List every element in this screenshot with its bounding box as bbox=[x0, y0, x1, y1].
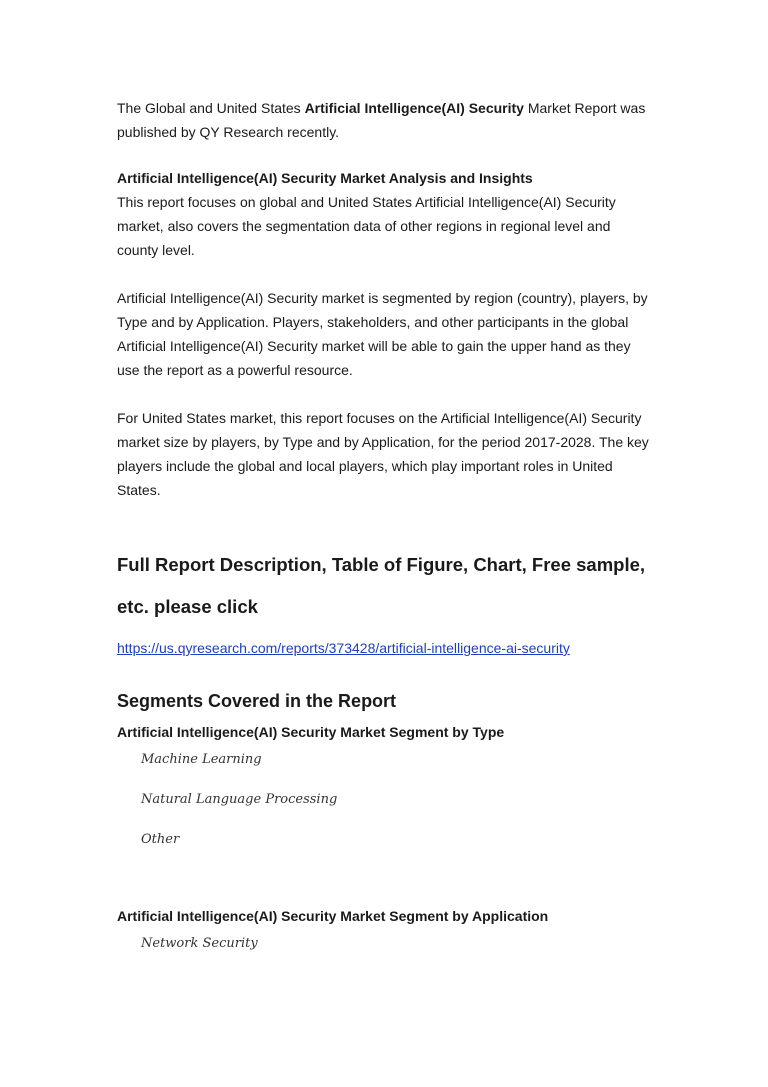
full-report-heading-line1: Full Report Description, Table of Figure, Chart, Free sample, bbox=[117, 554, 646, 575]
us-market-line: For United States market, this report focuses on the Artificial Intelligence(AI) Security bbox=[117, 410, 642, 426]
full-report-link[interactable]: https://us.qyresearch.com/reports/373428/artificial-intelligence-ai-security bbox=[117, 640, 570, 656]
segment-type-item: Natural Language Processing bbox=[141, 792, 338, 807]
segment-type-item: Machine Learning bbox=[141, 752, 262, 767]
intro-text-bold: Artificial Intelligence(AI) Security bbox=[304, 100, 524, 116]
segment-type-item: Other bbox=[141, 832, 180, 847]
document-page bbox=[117, 96, 657, 954]
analysis-line: county level. bbox=[117, 242, 195, 258]
intro-text-pre: The Global and United States bbox=[117, 100, 305, 116]
analysis-heading: Artificial Intelligence(AI) Security Market Analysis and Insights bbox=[117, 170, 533, 186]
intro-text-line2: published by QY Research recently. bbox=[117, 124, 340, 140]
us-market-paragraph bbox=[117, 406, 657, 502]
segment-by-application-heading: Artificial Intelligence(AI) Security Market Segment by Application bbox=[117, 908, 549, 924]
intro-text-post: Market Report was bbox=[523, 100, 646, 116]
us-market-line: States. bbox=[117, 482, 161, 498]
analysis-line: market, also covers the segmentation data of other regions in regional level and bbox=[117, 218, 611, 234]
segment-application-item: Network Security bbox=[141, 936, 258, 951]
us-market-line: market size by players, by Type and by Application, for the period 2017-2028. The key bbox=[117, 434, 649, 450]
segmentation-line: use the report as a powerful resource. bbox=[117, 362, 353, 378]
full-report-heading-line2: etc. please click bbox=[117, 596, 258, 617]
segmentation-line: Type and by Application. Players, stakeholders, and other participants in the global bbox=[117, 314, 629, 330]
analysis-paragraph bbox=[117, 190, 657, 262]
segmentation-line: Artificial Intelligence(AI) Security market will be able to gain the upper hand as they bbox=[117, 338, 631, 354]
segmentation-paragraph bbox=[117, 286, 657, 382]
us-market-line: players include the global and local players, which play important roles in United bbox=[117, 458, 613, 474]
intro-paragraph bbox=[117, 96, 657, 144]
segments-heading: Segments Covered in the Report bbox=[117, 691, 397, 711]
segment-by-type-heading: Artificial Intelligence(AI) Security Market Segment by Type bbox=[117, 724, 505, 740]
analysis-line: This report focuses on global and United States Artificial Intelligence(AI) Security bbox=[117, 194, 616, 210]
full-report-heading bbox=[117, 544, 657, 628]
segmentation-line: Artificial Intelligence(AI) Security market is segmented by region (country), players, by bbox=[117, 290, 648, 306]
